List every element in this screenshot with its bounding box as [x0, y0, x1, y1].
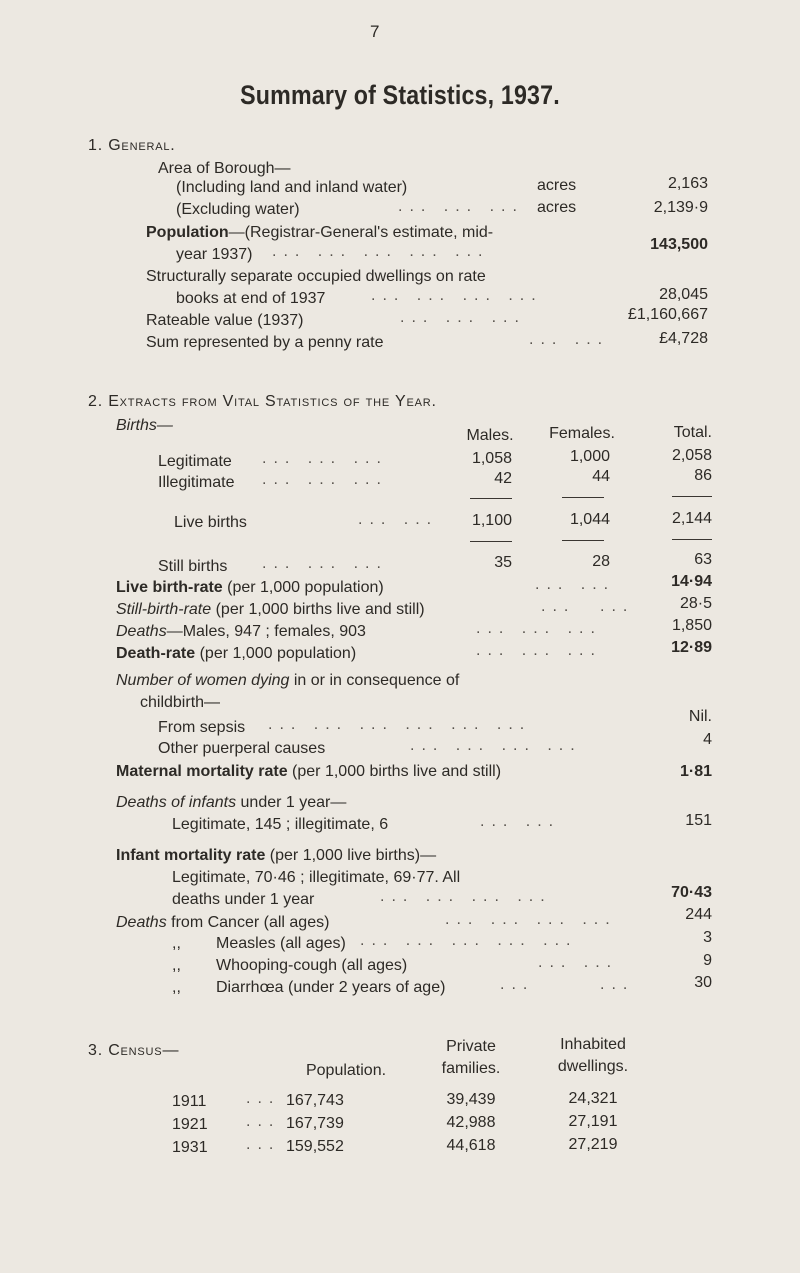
live-males: 1,100	[471, 512, 512, 529]
census-row-1911-dots: ...	[246, 1090, 281, 1107]
rateable-label: Rateable value (1937)	[146, 312, 304, 329]
deaths-dots: ... ... ...	[476, 620, 602, 637]
population-value: 143,500	[650, 236, 708, 253]
live-dots: ... ...	[358, 511, 439, 528]
from-italic: Deaths	[116, 914, 167, 931]
live-total: 2,144	[671, 510, 712, 527]
census-row-1921-fam: 42,988	[446, 1114, 496, 1131]
sbr-line	[116, 601, 425, 619]
section-census-heading: 3. Census—	[88, 1042, 180, 1059]
infants-value: 151	[685, 812, 712, 829]
lbr-dots: ... ...	[535, 576, 616, 593]
census-row-1921-pop: 167,739	[286, 1115, 344, 1132]
mmr-value: 1·81	[679, 763, 712, 780]
whooping-value: 9	[703, 952, 712, 969]
ditto-diarrhoea: ,,	[172, 979, 181, 996]
dwellings-dots: ... ... ... ...	[371, 287, 543, 304]
census-row-1931-pop: 159,552	[286, 1138, 344, 1155]
census-row-1931-dots: ...	[246, 1136, 281, 1153]
census-col-population: Population.	[305, 1062, 387, 1079]
dr-bold: Death-rate	[116, 645, 196, 662]
illegit-label: Illegitimate	[158, 474, 235, 491]
women-line	[116, 672, 459, 690]
sepsis-dots: ... ... ... ... ... ...	[268, 716, 532, 733]
imr-rest: (per 1,000 live births)—	[265, 847, 437, 864]
diarrhoea-label: Diarrhœa (under 2 years of age)	[216, 979, 446, 996]
diarrhoea-value: 30	[694, 974, 712, 991]
infants-rest: under 1 year—	[236, 794, 347, 811]
sbr-dots-a: ...	[541, 598, 576, 615]
census-row-1911-fam: 39,439	[446, 1091, 496, 1108]
census-col-families-1: Private	[446, 1038, 496, 1055]
excl-unit: acres	[537, 199, 577, 216]
illegit-females: 44	[592, 468, 610, 485]
excl-label: (Excluding water)	[176, 201, 300, 218]
incl-value: 2,163	[667, 175, 708, 192]
measles-dots: ... ... ... ... ...	[360, 932, 578, 949]
census-row-1921-dots: ...	[246, 1113, 281, 1130]
infants-dots: ... ...	[480, 813, 561, 830]
rule-females-top	[562, 497, 604, 498]
census-col-dwellings-2: dwellings.	[557, 1058, 629, 1075]
measles-label: Measles (all ages)	[216, 935, 346, 952]
lbr-bold: Live birth-rate	[116, 579, 223, 596]
dr-dots: ... ... ...	[476, 642, 602, 659]
imr-line3: deaths under 1 year	[172, 891, 315, 908]
rule-total-top	[672, 496, 712, 497]
penny-label: Sum represented by a penny rate	[146, 334, 384, 351]
still-dots: ... ... ...	[262, 555, 388, 572]
illegit-total: 86	[694, 467, 712, 484]
census-row-1931-year: 1931	[172, 1139, 208, 1156]
diarrhoea-dots-a: ...	[500, 976, 535, 993]
population-line2: year 1937)	[176, 246, 253, 263]
still-females: 28	[592, 553, 610, 570]
sbr-italic: Still-birth-rate	[116, 601, 212, 618]
dr-rest: (per 1,000 population)	[195, 645, 357, 662]
cancer-dots: ... ... ... ...	[445, 911, 617, 928]
incl-unit: acres	[537, 177, 577, 194]
whooping-label: Whooping-cough (all ages)	[216, 957, 408, 974]
population-bold: Population	[146, 224, 229, 241]
dr-value: 12·89	[671, 639, 712, 656]
still-label: Still births	[158, 558, 228, 575]
incl-label: (Including land and inland water)	[176, 179, 408, 196]
live-females: 1,044	[569, 511, 610, 528]
population-rest: —(Registrar-General's estimate, mid-	[228, 224, 494, 241]
illegit-dots: ... ... ...	[262, 471, 388, 488]
women-line2: childbirth—	[140, 694, 221, 711]
penny-dots: ... ...	[529, 331, 610, 348]
dr-line	[116, 645, 356, 663]
legit-males: 1,058	[471, 450, 512, 467]
imr-line	[116, 847, 436, 865]
population-line1	[146, 224, 493, 242]
ditto-whooping: ,,	[172, 957, 181, 974]
ditto-measles: ,,	[172, 935, 181, 952]
col-total: Total.	[673, 424, 712, 441]
mmr-line	[116, 763, 501, 781]
dwellings-value: 28,045	[659, 286, 708, 303]
puerperal-value: 4	[703, 731, 712, 748]
puerperal-label: Other puerperal causes	[158, 740, 326, 757]
live-label: Live births	[174, 514, 247, 531]
births-label: Births—	[116, 417, 173, 434]
population-dots: ... ... ... ... ...	[272, 243, 490, 260]
lbr-value: 14·94	[671, 573, 712, 590]
section-vital-heading: 2. Extracts from Vital Statistics of the Year.	[88, 393, 437, 410]
lbr-line	[116, 579, 384, 597]
census-row-1921-dw: 27,191	[568, 1113, 618, 1130]
census-row-1921-year: 1921	[172, 1116, 208, 1133]
census-col-families-2: families.	[441, 1060, 501, 1077]
area-label: Area of Borough—	[158, 160, 291, 177]
census-row-1931-dw: 27,219	[568, 1136, 618, 1153]
puerperal-dots: ... ... ... ...	[410, 737, 582, 754]
rule-total-bottom	[672, 539, 712, 540]
imr-line2: Legitimate, 70·46 ; illegitimate, 69·77. All	[172, 869, 461, 886]
legit-total: 2,058	[671, 447, 712, 464]
illegit-males: 42	[494, 470, 512, 487]
dwellings-line2: books at end of 1937	[176, 290, 326, 307]
sepsis-label: From sepsis	[158, 719, 246, 736]
mmr-bold: Maternal mortality rate	[116, 763, 288, 780]
excl-value: 2,139·9	[653, 199, 708, 216]
page-number: 7	[370, 22, 380, 41]
census-row-1911-dw: 24,321	[568, 1090, 618, 1107]
whooping-dots: ... ...	[538, 954, 619, 971]
census-col-dwellings-1: Inhabited	[560, 1036, 626, 1053]
deaths-italic: Deaths	[116, 623, 167, 640]
imr-value: 70·43	[671, 884, 712, 901]
dwellings-line1: Structurally separate occupied dwellings on rate	[146, 268, 486, 285]
mmr-rest: (per 1,000 births live and still)	[287, 763, 502, 780]
women-italic: Number of women dying	[116, 672, 290, 689]
imr-dots: ... ... ... ...	[380, 888, 552, 905]
rateable-dots: ... ... ...	[400, 309, 526, 326]
sbr-dots-b: ...	[600, 598, 635, 615]
deaths-line	[116, 623, 366, 641]
legit-dots: ... ... ...	[262, 450, 388, 467]
rule-males-bottom	[470, 541, 512, 542]
census-row-1911-pop: 167,743	[286, 1092, 344, 1109]
penny-value: £4,728	[659, 330, 708, 347]
census-row-1911-year: 1911	[172, 1093, 207, 1110]
measles-value: 3	[703, 929, 712, 946]
from-rest: from Cancer (all ages)	[166, 914, 330, 931]
cancer-line	[116, 914, 329, 932]
excl-dots: ... ... ...	[398, 198, 524, 215]
legit-females: 1,000	[569, 448, 610, 465]
sbr-rest: (per 1,000 births live and still)	[211, 601, 425, 618]
rateable-value: £1,160,667	[627, 306, 708, 323]
imr-bold: Infant mortality rate	[116, 847, 266, 864]
rule-females-bottom	[562, 540, 604, 541]
infants-line	[116, 794, 346, 812]
infants-italic: Deaths of infants	[116, 794, 237, 811]
diarrhoea-dots-b: ...	[600, 976, 635, 993]
lbr-rest: (per 1,000 population)	[222, 579, 384, 596]
deaths-rest: —Males, 947 ; females, 903	[166, 623, 366, 640]
col-females: Females.	[549, 425, 615, 442]
page-title: Summary of Statistics, 1937.	[240, 80, 560, 110]
women-rest: in or in consequence of	[289, 672, 460, 689]
deaths-value: 1,850	[671, 617, 712, 634]
still-total: 63	[694, 551, 712, 568]
sepsis-value: Nil.	[688, 708, 712, 725]
section-general-heading: 1. General.	[88, 137, 176, 154]
cancer-value: 244	[685, 906, 712, 923]
col-males: Males.	[466, 427, 514, 444]
legit-label: Legitimate	[158, 453, 232, 470]
rule-males-top	[470, 498, 512, 499]
infants-line2: Legitimate, 145 ; illegitimate, 6	[172, 816, 389, 833]
still-males: 35	[494, 554, 512, 571]
sbr-value: 28·5	[679, 595, 712, 612]
census-row-1931-fam: 44,618	[446, 1137, 496, 1154]
